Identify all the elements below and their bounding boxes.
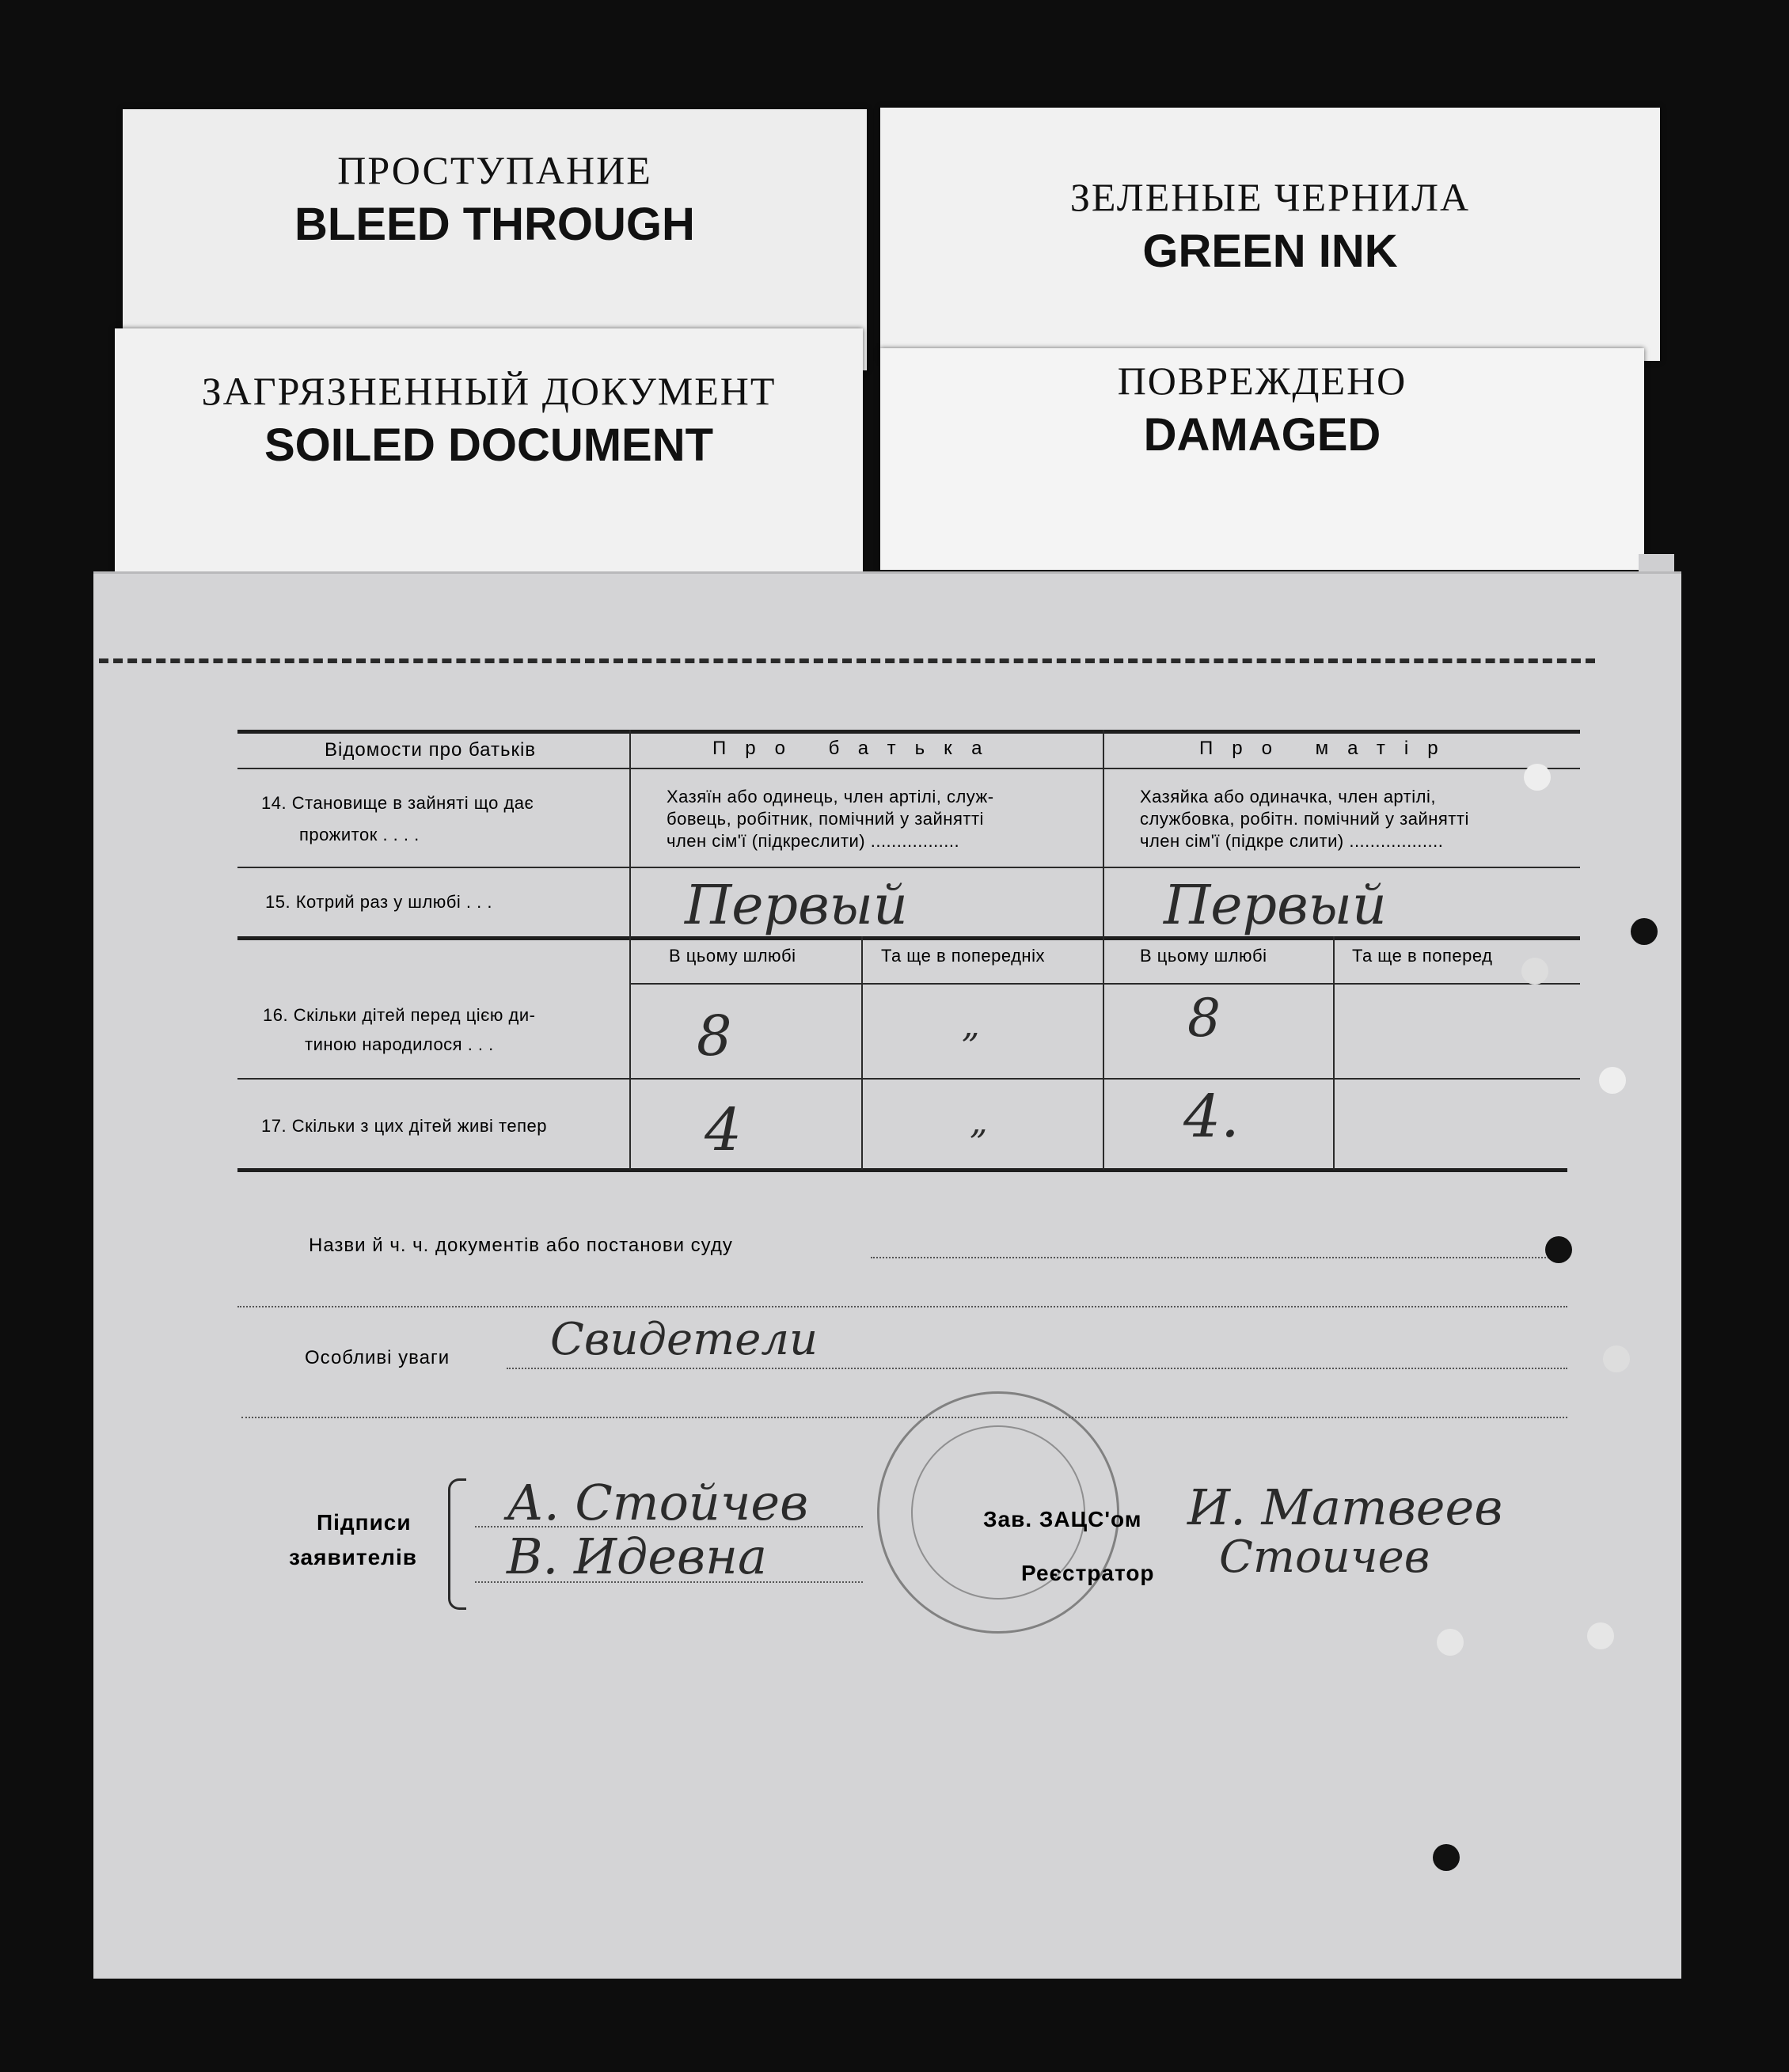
row14-label-2: прожиток . . . . xyxy=(299,825,420,844)
row14-father-3: член сім'ї (підкреслити) ................. xyxy=(667,831,960,851)
applicant-signature-2: В. Идевна xyxy=(507,1527,767,1585)
subheader-mother-this: В цьому шлюбі xyxy=(1140,946,1267,966)
col-divider-father-sub xyxy=(861,936,863,1170)
green-ink-en: GREEN INK xyxy=(1142,226,1398,277)
green-ink-card xyxy=(880,108,1660,361)
signatures-label-1: Підписи xyxy=(317,1510,412,1535)
bleed-through-ru: ПРОСТУПАНИЕ xyxy=(337,148,652,192)
head-zags-label: Зав. ЗАЦС'ом xyxy=(983,1507,1142,1531)
notes-label: Особливі уваги xyxy=(305,1347,450,1368)
row16-label-2: тиною народилося . . . xyxy=(305,1034,494,1054)
col-divider-mother-sub xyxy=(1333,936,1335,1170)
subheader-mother-prev: Та ще в поперед xyxy=(1352,946,1493,966)
registrar-signature: Стоичев xyxy=(1219,1531,1430,1583)
row14-rule xyxy=(237,867,1580,868)
row14-father-1: Хазяїн або одинець, член артілі, служ- xyxy=(667,787,994,806)
table-top-rule xyxy=(237,730,1580,734)
registrar-label: Реєстратор xyxy=(1021,1561,1155,1585)
damage-hole xyxy=(1603,1345,1630,1372)
row17-mother-this: 4. xyxy=(1183,1083,1240,1151)
bleed-through-en: BLEED THROUGH xyxy=(294,199,695,250)
damaged-ru: ПОВРЕЖДЕНО xyxy=(1117,359,1407,403)
signatures-brace xyxy=(448,1478,466,1610)
row14-father-2: бовець, робітник, помічний у зайнятті xyxy=(667,809,984,829)
row14-mother-1: Хазяйка або одиначка, член артілі, xyxy=(1140,787,1436,806)
col-divider-1 xyxy=(629,730,631,1170)
subheader-father-this: В цьому шлюбі xyxy=(669,946,796,966)
damage-hole xyxy=(1437,1629,1464,1656)
row15-father-value: Первый xyxy=(685,875,908,937)
damaged-card xyxy=(880,348,1644,570)
header-mother: Про матір xyxy=(1199,738,1457,759)
row17-father-prev: „ xyxy=(970,1102,988,1142)
damaged-en: DAMAGED xyxy=(1143,409,1381,461)
row15-label: 15. Котрий раз у шлюбі . . . xyxy=(265,892,492,912)
header-father: Про батька xyxy=(712,738,1001,759)
damage-hole xyxy=(1524,764,1551,791)
subheader-father-prev: Та ще в попередніх xyxy=(881,946,1045,966)
documents-label: Назви й ч. ч. документів або постанови суду xyxy=(309,1235,733,1256)
soiled-document-card xyxy=(115,328,863,574)
row16-label-1: 16. Скільки дітей перед цією ди- xyxy=(263,1005,536,1025)
notes-value: Свидетели xyxy=(550,1314,819,1365)
applicant-signature-1: А. Стойчев xyxy=(507,1474,809,1531)
damage-hole xyxy=(1433,1844,1460,1871)
damage-hole xyxy=(1631,918,1658,945)
row16-father-prev: „ xyxy=(962,1005,980,1045)
row15-mother-value: Первый xyxy=(1164,875,1387,937)
row16-rule xyxy=(237,1078,1580,1080)
row14-mother-3: член сім'ї (підкре слити) .................. xyxy=(1140,831,1444,851)
damage-hole xyxy=(1521,958,1548,985)
table-header-rule xyxy=(237,768,1580,769)
row16-father-this: 8 xyxy=(697,1004,732,1068)
row17-label: 17. Скільки з цих дітей живі тепер xyxy=(261,1116,547,1136)
row14-mother-2: службовка, робітн. помічний у зайнятті xyxy=(1140,809,1469,829)
notes-fill-line xyxy=(507,1368,1567,1369)
head-zags-signature: И. Матвеев xyxy=(1187,1478,1503,1536)
registry-form-sheet xyxy=(93,571,1681,1979)
soiled-document-en: SOILED DOCUMENT xyxy=(264,419,714,471)
col-divider-2 xyxy=(1103,730,1104,1170)
row17-father-this: 4 xyxy=(705,1096,743,1164)
documents-fill-line-2 xyxy=(237,1306,1567,1307)
signatures-label-2: заявителів xyxy=(289,1545,417,1569)
damage-hole xyxy=(1599,1067,1626,1094)
header-parents-info: Відомости про батьків xyxy=(325,739,537,761)
green-ink-ru: ЗЕЛЕНЫЕ ЧЕРНИЛА xyxy=(1069,175,1471,219)
soiled-document-ru: ЗАГРЯЗНЕННЫЙ ДОКУМЕНТ xyxy=(201,369,777,413)
row16-mother-this: 8 xyxy=(1187,988,1221,1049)
table-bottom-rule xyxy=(237,1168,1567,1172)
row14-label-1: 14. Становище в зайняті що дає xyxy=(261,793,534,813)
signature-line-2 xyxy=(475,1581,863,1583)
damage-hole xyxy=(1587,1622,1614,1649)
notes-fill-line-2 xyxy=(241,1417,1567,1418)
damage-hole xyxy=(1545,1236,1572,1263)
documents-fill-line xyxy=(871,1257,1567,1258)
perforation-line xyxy=(99,658,1595,663)
subheader-rule xyxy=(629,983,1580,985)
